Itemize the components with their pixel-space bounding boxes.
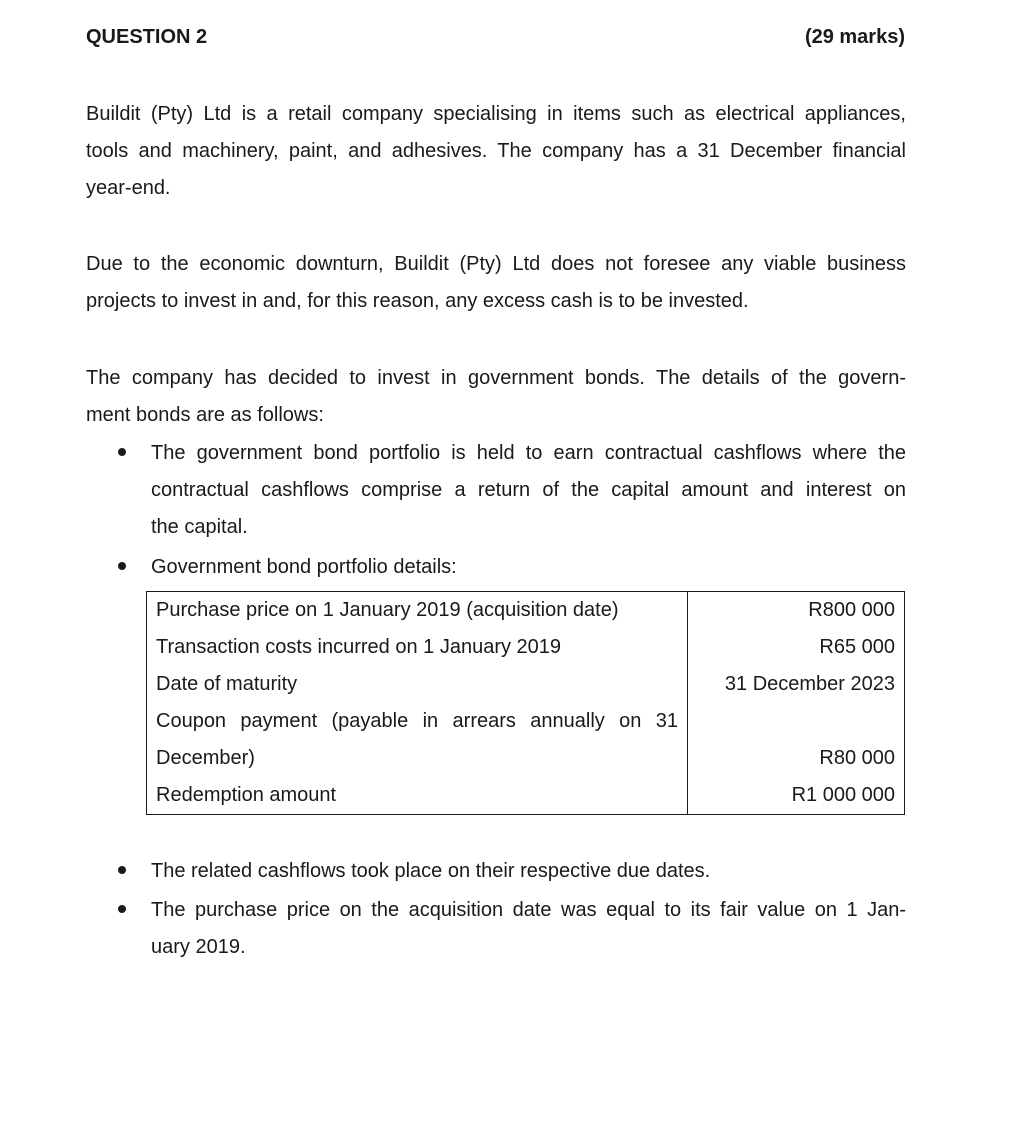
table-cell-label: Purchase price on 1 January 2019 (acquisition date) bbox=[147, 592, 688, 630]
table-cell-value: R80 000 bbox=[688, 703, 905, 777]
question-header bbox=[86, 26, 905, 56]
bullet-line: the capital. bbox=[151, 516, 248, 538]
bullet-icon bbox=[118, 866, 126, 874]
bond-details-table bbox=[146, 591, 905, 815]
table-row bbox=[147, 777, 905, 815]
table-cell-value: R800 000 bbox=[688, 592, 905, 630]
bullet-line: Government bond portfolio details: bbox=[151, 556, 457, 578]
paragraph-line: The company has decided to invest in government bonds. The details of the govern- bbox=[86, 367, 906, 389]
bullet-icon bbox=[118, 562, 126, 570]
table-cell-label: Transaction costs incurred on 1 January 2019 bbox=[147, 629, 688, 666]
paragraph-line: year-end. bbox=[86, 177, 171, 199]
paragraph-bonds bbox=[86, 360, 906, 434]
table-row bbox=[147, 666, 905, 703]
paragraph-line: Due to the economic downturn, Buildit (Pty) Ltd does not foresee any viable business bbox=[86, 253, 906, 275]
table-row bbox=[147, 629, 905, 666]
question-title: QUESTION 2 bbox=[86, 26, 208, 48]
table-cell-label: Date of maturity bbox=[147, 666, 688, 703]
table-cell-value: R65 000 bbox=[688, 629, 905, 666]
table-cell-label-line: December) bbox=[156, 747, 255, 769]
bullet-icon bbox=[118, 448, 126, 456]
bullet-line: The government bond portfolio is held to earn contractual cashflows where the bbox=[151, 442, 906, 464]
paragraph-line: projects to invest in and, for this reason, any excess cash is to be invested. bbox=[86, 290, 749, 312]
table-cell-value: 31 December 2023 bbox=[688, 666, 905, 703]
paragraph-line: Buildit (Pty) Ltd is a retail company specialising in items such as electrical appliances, bbox=[86, 103, 906, 125]
question-marks: (29 marks) bbox=[804, 26, 905, 48]
table-cell-label bbox=[147, 703, 688, 777]
bullet-line: The related cashflows took place on their respective due dates. bbox=[151, 860, 711, 882]
bullet-line: uary 2019. bbox=[151, 936, 246, 958]
bullet-line: The purchase price on the acquisition date was equal to its fair value on 1 Jan- bbox=[151, 899, 906, 921]
table-cell-value: R1 000 000 bbox=[688, 777, 905, 815]
table-row bbox=[147, 592, 905, 630]
paragraph-line: tools and machinery, paint, and adhesives. The company has a 31 December financial bbox=[86, 140, 906, 162]
paragraph-company-intro bbox=[86, 96, 906, 207]
table-cell-label-line: Coupon payment (payable in arrears annually on 31 bbox=[156, 710, 678, 732]
table-cell-label: Redemption amount bbox=[147, 777, 688, 815]
paragraph-line: ment bonds are as follows: bbox=[86, 404, 324, 426]
bullet-icon bbox=[118, 905, 126, 913]
paragraph-downturn bbox=[86, 246, 906, 320]
bullet-line: contractual cashflows comprise a return of the capital amount and interest on bbox=[151, 479, 906, 501]
table-row bbox=[147, 703, 905, 777]
